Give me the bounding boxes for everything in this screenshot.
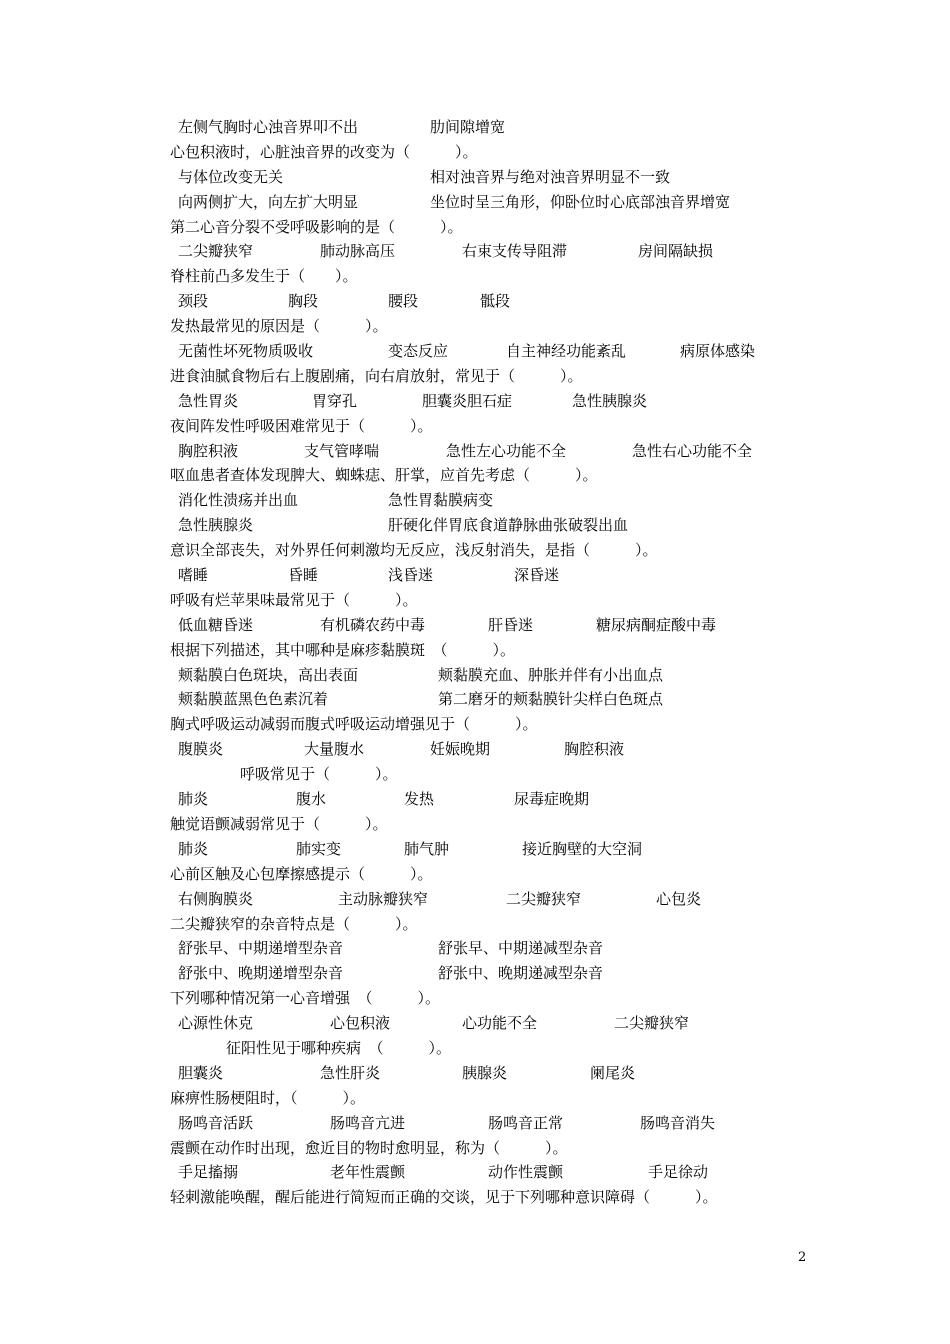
question-text: 二尖瓣狭窄的杂音特点是（ ）。 bbox=[170, 914, 418, 933]
question-line bbox=[0, 862, 950, 887]
option-text: 胰腺炎 bbox=[462, 1063, 508, 1082]
option-text: 腰段 bbox=[388, 292, 419, 311]
option-text: 颊黏膜蓝黑色色素沉着 bbox=[178, 690, 329, 709]
question-text: 触觉语颤减弱常见于（ ）。 bbox=[170, 814, 388, 833]
option-text: 第二磨牙的颊黏膜针尖样白色斑点 bbox=[438, 690, 664, 709]
option-text: 心源性休克 bbox=[178, 1014, 254, 1033]
options-row bbox=[0, 1111, 950, 1136]
option-text: 心包炎 bbox=[656, 889, 702, 908]
question-text: 呼吸有烂苹果味最常见于（ ）。 bbox=[170, 590, 418, 609]
option-text: 阑尾炎 bbox=[590, 1063, 636, 1082]
question-text: 根据下列描述，其中哪种是麻疹黏膜斑 （ ）。 bbox=[170, 640, 516, 659]
option-text: 肠鸣音活跃 bbox=[178, 1113, 254, 1132]
option-text: 骶段 bbox=[480, 292, 511, 311]
question-line bbox=[0, 812, 950, 837]
option-text: 房间隔缺损 bbox=[638, 242, 714, 261]
option-text: 消化性溃疡并出血 bbox=[178, 491, 299, 510]
option-text: 心包积液 bbox=[330, 1014, 391, 1033]
option-text: 肺动脉高压 bbox=[320, 242, 396, 261]
option-text: 腹膜炎 bbox=[178, 740, 224, 759]
option-text: 舒张早、中期递增型杂音 bbox=[178, 939, 344, 958]
option-text: 急性胰腺炎 bbox=[178, 516, 254, 535]
question-line bbox=[0, 762, 950, 787]
question-text: 麻痹性肠梗阻时，（ ）。 bbox=[170, 1088, 366, 1107]
option-text: 急性胃炎 bbox=[178, 391, 239, 410]
question-text: 心包积液时，心脏浊音界的改变为（ ）。 bbox=[170, 142, 478, 161]
option-text: 老年性震颤 bbox=[330, 1163, 406, 1182]
option-text: 低血糖昏迷 bbox=[178, 615, 254, 634]
option-text: 变态反应 bbox=[388, 342, 449, 361]
question-line bbox=[0, 538, 950, 563]
question-line bbox=[0, 463, 950, 488]
question-line bbox=[0, 140, 950, 165]
question-text: 脊柱前凸多发生于（ ）。 bbox=[170, 267, 358, 286]
question-line bbox=[0, 1136, 950, 1161]
option-text: 无菌性坏死物质吸收 bbox=[178, 342, 314, 361]
option-text: 颊黏膜白色斑块，高出表面 bbox=[178, 665, 359, 684]
options-row bbox=[0, 737, 950, 762]
option-text: 深昏迷 bbox=[514, 566, 560, 585]
option-text: 昏睡 bbox=[288, 566, 319, 585]
option-text: 胆囊炎胆石症 bbox=[422, 391, 513, 410]
options-row bbox=[0, 563, 950, 588]
question-text: 夜间阵发性呼吸困难常见于（ ）。 bbox=[170, 416, 433, 435]
option-text: 发热 bbox=[404, 790, 435, 809]
option-text: 肺气肿 bbox=[404, 839, 450, 858]
option-text: 颊黏膜充血、肿胀并伴有小出血点 bbox=[438, 665, 664, 684]
options-row bbox=[0, 339, 950, 364]
question-text: 心前区触及心包摩擦感提示（ ）。 bbox=[170, 864, 433, 883]
options-row bbox=[0, 961, 950, 986]
option-text: 接近胸壁的大空洞 bbox=[522, 839, 643, 858]
options-row bbox=[0, 687, 950, 712]
question-text: 呕血患者查体发现脾大、蜘蛛痣、肝掌，应首先考虑（ ）。 bbox=[170, 466, 598, 485]
page-number: 2 bbox=[798, 1250, 807, 1265]
option-text: 胃穿孔 bbox=[312, 391, 358, 410]
option-text: 肋间隙增宽 bbox=[430, 118, 506, 136]
question-text: 征阳性见于哪种疾病 （ ）。 bbox=[226, 1038, 452, 1057]
question-line bbox=[0, 414, 950, 439]
option-text: 胸腔积液 bbox=[564, 740, 625, 759]
option-text: 浅昏迷 bbox=[388, 566, 434, 585]
option-text: 舒张中、晚期递增型杂音 bbox=[178, 964, 344, 983]
question-text: 轻刺激能唤醒，醒后能进行简短而正确的交谈，见于下列哪种意识障碍（ ）。 bbox=[170, 1188, 718, 1207]
question-text: 意识全部丧失，对外界任何刺激均无反应，浅反射消失，是指（ ）。 bbox=[170, 541, 658, 560]
option-text: 颈段 bbox=[178, 292, 209, 311]
options-row bbox=[0, 1160, 950, 1185]
option-text: 腹水 bbox=[296, 790, 327, 809]
option-text: 支气管哮喘 bbox=[304, 441, 380, 460]
option-text: 舒张早、中期递减型杂音 bbox=[438, 939, 604, 958]
option-text: 二尖瓣狭窄 bbox=[506, 889, 582, 908]
option-text: 妊娠晚期 bbox=[430, 740, 491, 759]
question-text: 呼吸常见于（ ）。 bbox=[240, 765, 398, 784]
option-text: 肠鸣音亢进 bbox=[330, 1113, 406, 1132]
question-line bbox=[0, 314, 950, 339]
question-line bbox=[0, 1086, 950, 1111]
option-text: 二尖瓣狭窄 bbox=[178, 242, 254, 261]
option-text: 舒张中、晚期递减型杂音 bbox=[438, 964, 604, 983]
options-row bbox=[0, 439, 950, 464]
options-row bbox=[0, 936, 950, 961]
options-row bbox=[0, 513, 950, 538]
option-text: 急性左心功能不全 bbox=[446, 441, 567, 460]
question-line bbox=[0, 986, 950, 1011]
question-text: 第二心音分裂不受呼吸影响的是（ ）。 bbox=[170, 217, 463, 236]
question-line bbox=[0, 364, 950, 389]
option-text: 与体位改变无关 bbox=[178, 167, 284, 186]
options-row bbox=[0, 289, 950, 314]
option-text: 急性胃黏膜病变 bbox=[388, 491, 494, 510]
question-line bbox=[0, 912, 950, 937]
options-row bbox=[0, 837, 950, 862]
options-row bbox=[0, 115, 950, 140]
option-text: 自主神经功能紊乱 bbox=[506, 342, 627, 361]
question-line bbox=[0, 588, 950, 613]
option-text: 肺炎 bbox=[178, 839, 209, 858]
option-text: 二尖瓣狭窄 bbox=[614, 1014, 690, 1033]
options-row bbox=[0, 190, 950, 215]
options-row bbox=[0, 1061, 950, 1086]
option-text: 心功能不全 bbox=[462, 1014, 538, 1033]
option-text: 有机磷农药中毒 bbox=[320, 615, 426, 634]
option-text: 肠鸣音消失 bbox=[640, 1113, 716, 1132]
option-text: 急性右心功能不全 bbox=[632, 441, 753, 460]
option-text: 胸腔积液 bbox=[178, 441, 239, 460]
options-row bbox=[0, 1011, 950, 1036]
question-line bbox=[0, 638, 950, 663]
option-text: 肝昏迷 bbox=[488, 615, 534, 634]
question-text: 发热最常见的原因是（ ）。 bbox=[170, 317, 388, 336]
option-text: 手足搐搦 bbox=[178, 1163, 239, 1182]
options-row bbox=[0, 239, 950, 264]
option-text: 向两侧扩大，向左扩大明显 bbox=[178, 192, 359, 211]
question-line bbox=[0, 712, 950, 737]
option-text: 肺炎 bbox=[178, 790, 209, 809]
question-text: 震颤在动作时出现，愈近目的物时愈明显，称为（ ）。 bbox=[170, 1138, 568, 1157]
option-text: 左侧气胸时心浊音界叩不出 bbox=[178, 118, 359, 136]
option-text: 病原体感染 bbox=[680, 342, 756, 361]
option-text: 嗜睡 bbox=[178, 566, 209, 585]
option-text: 胸段 bbox=[288, 292, 319, 311]
options-row bbox=[0, 787, 950, 812]
option-text: 右束支传导阻滞 bbox=[462, 242, 568, 261]
question-line bbox=[0, 264, 950, 289]
option-text: 糖尿病酮症酸中毒 bbox=[596, 615, 717, 634]
option-text: 肝硬化伴胃底食道静脉曲张破裂出血 bbox=[388, 516, 629, 535]
options-row bbox=[0, 613, 950, 638]
option-text: 肠鸣音正常 bbox=[488, 1113, 564, 1132]
option-text: 相对浊音界与绝对浊音界明显不一致 bbox=[430, 167, 671, 186]
options-row bbox=[0, 165, 950, 190]
option-text: 坐位时呈三角形，仰卧位时心底部浊音界增宽 bbox=[430, 192, 731, 211]
options-row bbox=[0, 887, 950, 912]
option-text: 大量腹水 bbox=[304, 740, 365, 759]
question-line bbox=[0, 1185, 950, 1210]
options-row bbox=[0, 663, 950, 688]
option-text: 急性肝炎 bbox=[320, 1063, 381, 1082]
option-text: 胆囊炎 bbox=[178, 1063, 224, 1082]
option-text: 动作性震颤 bbox=[488, 1163, 564, 1182]
question-list bbox=[0, 115, 950, 1210]
option-text: 尿毒症晚期 bbox=[514, 790, 590, 809]
question-text: 下列哪种情况第一心音增强 （ ）。 bbox=[170, 989, 441, 1008]
option-text: 肺实变 bbox=[296, 839, 342, 858]
question-text: 胸式呼吸运动减弱而腹式呼吸运动增强见于（ ）。 bbox=[170, 715, 538, 734]
question-line bbox=[0, 1036, 950, 1061]
option-text: 急性胰腺炎 bbox=[572, 391, 648, 410]
question-text: 进食油腻食物后右上腹剧痛，向右肩放射，常见于（ ）。 bbox=[170, 366, 583, 385]
option-text: 主动脉瓣狭窄 bbox=[338, 889, 429, 908]
options-row bbox=[0, 488, 950, 513]
question-line bbox=[0, 215, 950, 240]
option-text: 手足徐动 bbox=[648, 1163, 709, 1182]
options-row bbox=[0, 389, 950, 414]
option-text: 右侧胸膜炎 bbox=[178, 889, 254, 908]
